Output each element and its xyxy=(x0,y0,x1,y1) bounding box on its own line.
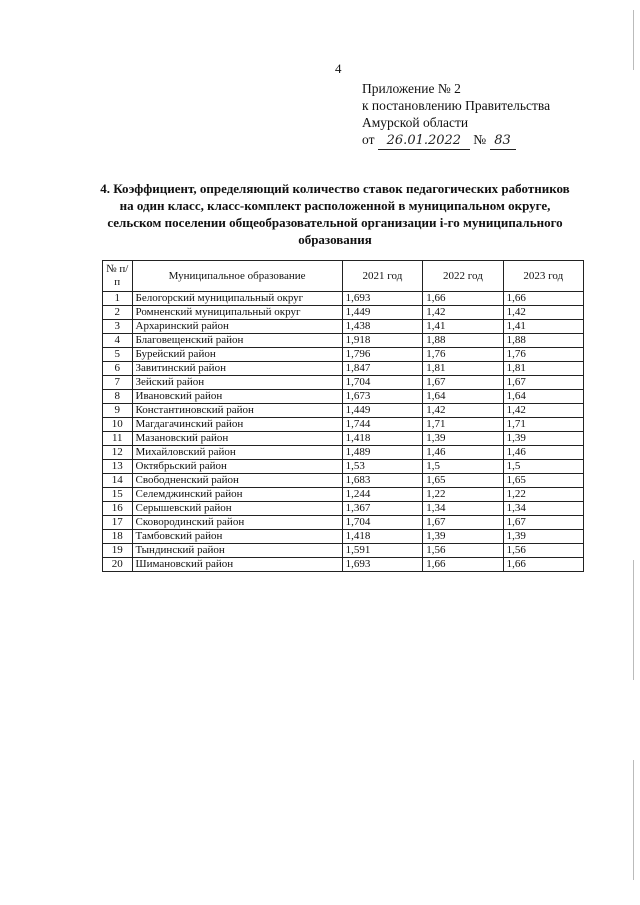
value-2022: 1,67 xyxy=(423,516,503,530)
table-row xyxy=(103,502,584,516)
value-2022: 1,66 xyxy=(423,558,503,572)
table-row xyxy=(103,418,584,432)
district-name: Тамбовский район xyxy=(132,530,342,544)
table-row xyxy=(103,320,584,334)
value-2022: 1,66 xyxy=(423,292,503,306)
appendix-line-2: к постановлению Правительства xyxy=(362,98,551,113)
row-number: 8 xyxy=(103,390,133,404)
value-2023: 1,64 xyxy=(503,390,583,404)
header-num: № п/п xyxy=(103,261,133,292)
scan-edge-mark xyxy=(633,10,634,70)
district-name: Благовещенский район xyxy=(132,334,342,348)
value-2023: 1,42 xyxy=(503,404,583,418)
value-2021: 1,438 xyxy=(342,320,423,334)
value-2023: 1,41 xyxy=(503,320,583,334)
page-number: 4 xyxy=(335,61,342,76)
value-2023: 1,67 xyxy=(503,376,583,390)
appendix-date-line xyxy=(362,131,550,150)
row-number: 10 xyxy=(103,418,133,432)
coefficient-table xyxy=(102,260,584,572)
value-2021: 1,449 xyxy=(342,306,423,320)
header-2022: 2022 год xyxy=(423,261,503,292)
row-number: 16 xyxy=(103,502,133,516)
value-2023: 1,66 xyxy=(503,292,583,306)
value-2022: 1,65 xyxy=(423,474,503,488)
row-number: 13 xyxy=(103,460,133,474)
table-row xyxy=(103,334,584,348)
value-2022: 1,42 xyxy=(423,404,503,418)
value-2023: 1,81 xyxy=(503,362,583,376)
table-row xyxy=(103,390,584,404)
district-name: Архаринский район xyxy=(132,320,342,334)
header-2023: 2023 год xyxy=(503,261,583,292)
row-number: 2 xyxy=(103,306,133,320)
value-2021: 1,673 xyxy=(342,390,423,404)
district-name: Сковородинский район xyxy=(132,516,342,530)
district-name: Октябрьский район xyxy=(132,460,342,474)
table-body xyxy=(103,292,584,572)
row-number: 11 xyxy=(103,432,133,446)
header-2021: 2021 год xyxy=(342,261,423,292)
table-row xyxy=(103,460,584,474)
row-number: 9 xyxy=(103,404,133,418)
district-name: Ивановский район xyxy=(132,390,342,404)
appendix-line-3: Амурской области xyxy=(362,115,469,130)
value-2023: 1,56 xyxy=(503,544,583,558)
value-2021: 1,683 xyxy=(342,474,423,488)
value-2022: 1,39 xyxy=(423,432,503,446)
table-row xyxy=(103,348,584,362)
district-name: Свободненский район xyxy=(132,474,342,488)
value-2023: 1,88 xyxy=(503,334,583,348)
value-2022: 1,34 xyxy=(423,502,503,516)
row-number: 12 xyxy=(103,446,133,460)
handwritten-date: 26.01.2022 xyxy=(378,132,470,150)
number-label: № xyxy=(473,132,487,147)
section-heading: 4. Коэффициент, определяющий количество ставок педагогических работников на один класс, класс-комплект расположенной в муниципальном округе, сельском поселении общеобразовательной организации i-го муниципального образования xyxy=(100,181,570,247)
table-row xyxy=(103,558,584,572)
value-2022: 1,67 xyxy=(423,376,503,390)
value-2021: 1,489 xyxy=(342,446,423,460)
row-number: 18 xyxy=(103,530,133,544)
handwritten-number: 83 xyxy=(490,132,516,150)
row-number: 19 xyxy=(103,544,133,558)
value-2022: 1,22 xyxy=(423,488,503,502)
header-name: Муниципальное образование xyxy=(132,261,342,292)
appendix-block xyxy=(362,80,550,150)
value-2021: 1,693 xyxy=(342,292,423,306)
table-row xyxy=(103,362,584,376)
row-number: 20 xyxy=(103,558,133,572)
value-2021: 1,418 xyxy=(342,530,423,544)
value-2022: 1,64 xyxy=(423,390,503,404)
value-2022: 1,41 xyxy=(423,320,503,334)
date-prefix: от xyxy=(362,132,375,147)
table-row xyxy=(103,474,584,488)
value-2021: 1,449 xyxy=(342,404,423,418)
value-2021: 1,918 xyxy=(342,334,423,348)
value-2021: 1,693 xyxy=(342,558,423,572)
value-2022: 1,42 xyxy=(423,306,503,320)
value-2023: 1,42 xyxy=(503,306,583,320)
row-number: 1 xyxy=(103,292,133,306)
value-2021: 1,847 xyxy=(342,362,423,376)
district-name: Серышевский район xyxy=(132,502,342,516)
value-2023: 1,5 xyxy=(503,460,583,474)
value-2023: 1,46 xyxy=(503,446,583,460)
table-row xyxy=(103,432,584,446)
district-name: Константиновский район xyxy=(132,404,342,418)
district-name: Тындинский район xyxy=(132,544,342,558)
row-number: 17 xyxy=(103,516,133,530)
value-2023: 1,67 xyxy=(503,516,583,530)
value-2022: 1,39 xyxy=(423,530,503,544)
value-2021: 1,796 xyxy=(342,348,423,362)
district-name: Бурейский район xyxy=(132,348,342,362)
value-2021: 1,744 xyxy=(342,418,423,432)
value-2021: 1,53 xyxy=(342,460,423,474)
table-row xyxy=(103,488,584,502)
row-number: 14 xyxy=(103,474,133,488)
row-number: 6 xyxy=(103,362,133,376)
district-name: Селемджинский район xyxy=(132,488,342,502)
value-2022: 1,81 xyxy=(423,362,503,376)
district-name: Зейский район xyxy=(132,376,342,390)
row-number: 7 xyxy=(103,376,133,390)
value-2023: 1,66 xyxy=(503,558,583,572)
table-row xyxy=(103,446,584,460)
row-number: 4 xyxy=(103,334,133,348)
row-number: 5 xyxy=(103,348,133,362)
district-name: Ромненский муниципальный округ xyxy=(132,306,342,320)
value-2021: 1,367 xyxy=(342,502,423,516)
value-2022: 1,88 xyxy=(423,334,503,348)
scan-edge-mark xyxy=(633,760,634,880)
value-2023: 1,39 xyxy=(503,432,583,446)
value-2021: 1,591 xyxy=(342,544,423,558)
table-row xyxy=(103,530,584,544)
value-2021: 1,704 xyxy=(342,516,423,530)
scan-edge-mark xyxy=(633,560,634,680)
table-row xyxy=(103,404,584,418)
value-2023: 1,76 xyxy=(503,348,583,362)
district-name: Завитинский район xyxy=(132,362,342,376)
value-2021: 1,244 xyxy=(342,488,423,502)
value-2023: 1,34 xyxy=(503,502,583,516)
table-row xyxy=(103,516,584,530)
value-2022: 1,76 xyxy=(423,348,503,362)
district-name: Шимановский район xyxy=(132,558,342,572)
row-number: 3 xyxy=(103,320,133,334)
value-2022: 1,71 xyxy=(423,418,503,432)
appendix-line-1: Приложение № 2 xyxy=(362,81,461,96)
district-name: Мазановский район xyxy=(132,432,342,446)
value-2023: 1,65 xyxy=(503,474,583,488)
value-2023: 1,71 xyxy=(503,418,583,432)
district-name: Белогорский муниципальный округ xyxy=(132,292,342,306)
value-2022: 1,46 xyxy=(423,446,503,460)
table-row xyxy=(103,544,584,558)
value-2023: 1,22 xyxy=(503,488,583,502)
value-2022: 1,56 xyxy=(423,544,503,558)
value-2021: 1,418 xyxy=(342,432,423,446)
district-name: Михайловский район xyxy=(132,446,342,460)
table-row xyxy=(103,306,584,320)
row-number: 15 xyxy=(103,488,133,502)
district-name: Магдагачинский район xyxy=(132,418,342,432)
value-2022: 1,5 xyxy=(423,460,503,474)
table-row xyxy=(103,292,584,306)
value-2023: 1,39 xyxy=(503,530,583,544)
value-2021: 1,704 xyxy=(342,376,423,390)
table-row xyxy=(103,376,584,390)
table-header-row xyxy=(103,261,584,292)
